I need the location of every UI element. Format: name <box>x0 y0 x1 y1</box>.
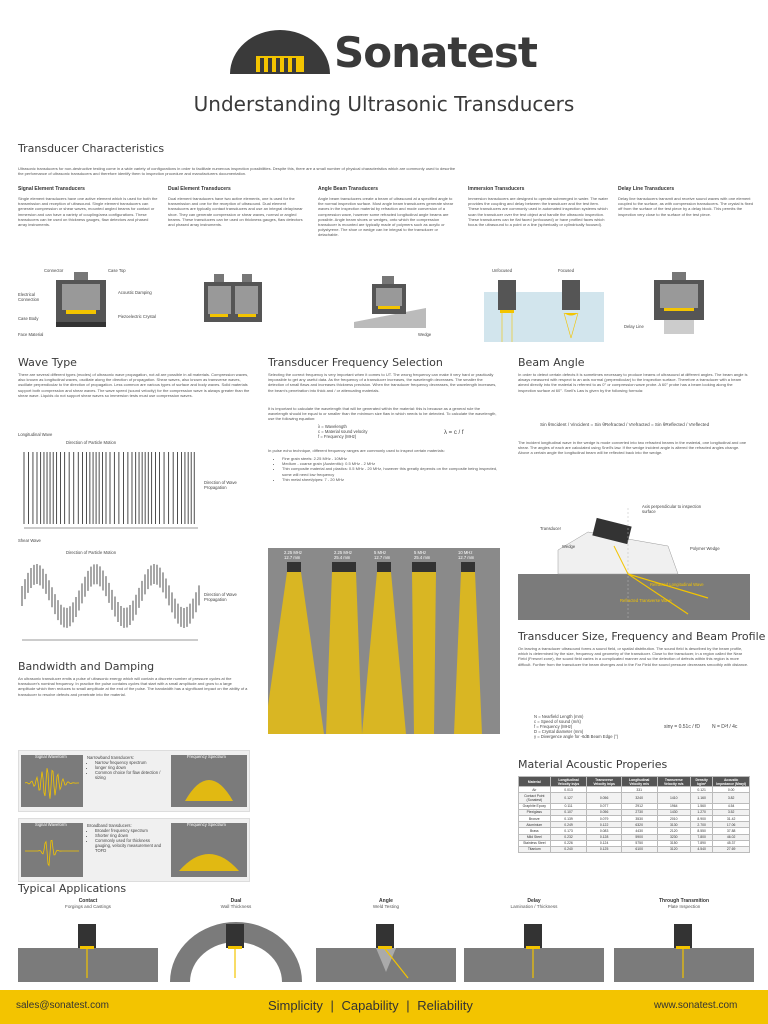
table-cell: 0.249 <box>550 822 587 828</box>
table-cell: 2010 <box>657 815 690 821</box>
frequency-text-2: It is important to calculate the wavelength that will be generated within the material: this is because as a general rule the wavelength should be equal to or smaller than the minimum size flaw in which needs to be detected. To calculate the wavelength, use the following equation: <box>268 406 497 422</box>
shear-label: Shear Wave <box>18 538 41 543</box>
list-item: • longer ring down <box>95 765 167 770</box>
refracted-shear-label: Refracted Transverse Wave <box>620 598 672 603</box>
definition: N = Nearfield Length (mm) <box>534 714 584 719</box>
table-cell: 0.013 <box>550 787 587 793</box>
table-cell: 4.54 <box>713 803 750 809</box>
label-unfocused: Unfocused <box>492 268 513 273</box>
narrowband-title: Narrowband transducers: <box>87 755 135 760</box>
wave-propagation-label: Direction of Wave Propagation <box>204 480 237 490</box>
application-card <box>18 898 158 984</box>
list-item: • Commonly used for thickness gauging, velocity measurement and TOFD <box>95 838 167 853</box>
probe-diameter: 12.7 mm <box>284 555 301 560</box>
table-cell: Graphite Epoxy <box>519 803 551 809</box>
table-header: Density kg/m³ <box>690 777 712 787</box>
table-cell: 1.560 <box>690 803 712 809</box>
table-cell: 1.270 <box>690 809 712 815</box>
narrowband-panel <box>18 750 250 812</box>
beam-cone <box>362 572 406 734</box>
table-cell: Brass <box>519 828 551 834</box>
table-cell: 7.890 <box>690 840 712 846</box>
frequency-heading: Transducer Frequency Selection <box>268 356 443 369</box>
table-cell: 3230 <box>657 834 690 840</box>
table-cell: 5750 <box>621 840 657 846</box>
label-focused: Focused <box>558 268 575 273</box>
list-item: • Thin metal sheet/pipes: 7 - 20 MHz <box>282 477 500 482</box>
application-card <box>614 898 754 984</box>
application-diagram <box>316 912 456 982</box>
table-cell: 0.056 <box>587 809 621 815</box>
definition: f = Frequency (MHz) <box>318 434 357 439</box>
wedge-label: Wedge <box>562 544 576 549</box>
table-cell: Plexiglass <box>519 809 551 815</box>
table-cell: 3.82 <box>713 793 750 803</box>
table-cell: 3130 <box>657 822 690 828</box>
label-delay-line: Delay Line <box>624 324 644 329</box>
applications-heading: Typical Applications <box>18 882 127 895</box>
application-title: Through Transmition <box>659 898 709 904</box>
narrow-spectrum-chart <box>171 755 247 807</box>
table-cell: 0.122 <box>587 822 621 828</box>
table-cell: 0.125 <box>587 846 621 852</box>
probe-diameter: 25.4 mm <box>334 555 351 560</box>
beam-angle-text: In order to detect certain defects it is sometimes necessary to produce beams of ultrasound at different angles. The beam angle is always measured with respect to an axis normal (perpendicular) to the inspection surface. Therefore a transducer with a beam aimed directly into the material is referred to as 0° or compression wave probe. A 60° probe has a beam looking along the inspection surface at 60°. Snell's Law is given by the following formula: <box>518 372 748 393</box>
table-cell: Stainless Steel <box>519 840 551 846</box>
application-title: Contact <box>78 898 98 904</box>
char-col-title: Signal Element Transducers <box>18 186 85 192</box>
table-header: Acoustic Impedance (Mrayl) <box>713 777 750 787</box>
beam-angle-text-2: The incident longitudinal wave in the wedge is mode converted into two refracted beams in the material, one longitudinal and one shear. The angles of each are calculated using Snell's law. If the wedge incident angle is altered the refracted angles change. Above a certain angle the longitudinal beam will be reflected back into the wedge. <box>518 440 747 456</box>
application-title: Delay <box>527 898 541 904</box>
beam-angle-heading: Beam Angle <box>518 356 585 369</box>
probe-body <box>412 562 436 572</box>
transducer-label: Transducer <box>540 526 562 531</box>
refracted-long-label: Refracted Longitudinal Wave <box>650 582 704 587</box>
table-cell: 46.02 <box>713 834 750 840</box>
table-cell: Aluminium <box>519 822 551 828</box>
table-cell: 6320 <box>621 822 657 828</box>
tagline-simplicity: Simplicity <box>268 998 323 1013</box>
table-cell: 31.42 <box>713 815 750 821</box>
broad-list <box>87 823 167 853</box>
probe-body <box>332 562 356 572</box>
brand-wordmark: Sonatest <box>334 28 537 77</box>
characteristics-heading: Transducer Characteristics <box>18 142 165 155</box>
table-header: Longitudinal Velocity in/µs <box>550 777 587 787</box>
tagline-sep-2: | <box>406 998 410 1013</box>
beam-cone <box>268 572 324 734</box>
table-cell: 8.550 <box>690 828 712 834</box>
table-cell: 0.128 <box>587 834 621 840</box>
broadband-title: Broadband transducers: <box>87 823 132 828</box>
table-cell: 6100 <box>621 846 657 852</box>
char-col-title: Delay Line Transducers <box>618 186 675 192</box>
bandwidth-text: An ultrasonic transducer emits a pulse of ultrasonic energy which will contain a discrete number of pressure cycles at the transducer's nominal frequency. In practice the pulse contains cycles that start with a small amplitude and grow to a large amplitude which then reduces to small amplitude at the end of the pulse. The bandwidth has a significant impact on the ability of a transducer to resolve defects and penetrate into the material. <box>18 676 248 697</box>
label-acoustic: Acoustic Damping <box>118 290 152 295</box>
table-cell: 7.800 <box>690 834 712 840</box>
table-cell: 3240 <box>621 793 657 803</box>
signal-trace <box>25 768 79 799</box>
table-cell: 0.083 <box>587 828 621 834</box>
table-cell: 45.37 <box>713 840 750 846</box>
frequency-ranges <box>276 456 500 482</box>
table-cell: 0.124 <box>587 840 621 846</box>
bandwidth-heading: Bandwidth and Damping <box>18 660 155 673</box>
narrowband-list <box>87 760 167 780</box>
transducer-diagrams <box>14 262 759 344</box>
table-cell: 0.056 <box>587 793 621 803</box>
footer <box>0 990 768 1024</box>
list-item: • Shorter ring down <box>95 833 167 838</box>
divergence-formula: sinγ = 0.51c / fD <box>664 724 700 730</box>
application-diagram <box>614 912 754 982</box>
table-cell: 0.226 <box>550 840 587 846</box>
probe-frequency: 2.25 MHz <box>334 550 352 555</box>
longitudinal-label: Longitudinal Wave <box>18 432 53 437</box>
acoustic-table-wrap <box>518 776 750 853</box>
application-diagram <box>18 912 158 982</box>
size-profile-heading: Transducer Size, Frequency and Beam Profile <box>518 630 766 643</box>
table-cell: 2120 <box>657 828 690 834</box>
table-header: Transverse Velocity in/µs <box>587 777 621 787</box>
application-subtitle: Plate Inspection <box>667 904 701 909</box>
table-cell: 3120 <box>657 846 690 852</box>
table-cell: 0.111 <box>550 803 587 809</box>
label-case-body: Case Body <box>18 316 39 321</box>
table-cell: 0.121 <box>690 787 712 793</box>
table-row <box>519 846 750 852</box>
application-subtitle: Forgings and Castings <box>65 904 111 909</box>
size-profile-text: On leaving a transducer ultrasound forms a sound field, or spatial distribution. The sound field is described by the beam profile, which is determined by the size, frequency and geometry of the transducer. Close to the transducer, in a region called the Near Field (Fresnel zone), the sound field varies in a complicated manner and so the detection of defects within this region is more difficult. Further from the transducer the beam diverges and in the Far Field the sound pressure decreases smoothly with distance. <box>518 646 749 667</box>
definition: γ = Divergence angle for -6dB Beam Edge (°) <box>534 734 619 739</box>
table-cell: 17.06 <box>713 822 750 828</box>
table-cell: 2.700 <box>690 822 712 828</box>
char-col-text: Delay line transducers transmit and receive sound waves with one element coupled to the surface, as with compression transducers. The crystal is fixed off from the surface of the test piece by a delay block. This permits the inspection very close to the surface of the test piece. <box>618 196 754 217</box>
table-cell: 1430 <box>657 809 690 815</box>
list-item: • Narrow frequency spectrum <box>95 760 167 765</box>
tagline-sep-1: | <box>330 998 334 1013</box>
application-subtitle: Weld Testing <box>372 904 400 909</box>
beam-cone <box>326 572 362 734</box>
wavelength-formula: λ = c / f <box>444 430 464 436</box>
footer-email[interactable]: sales@sonatest.com <box>16 1000 109 1011</box>
narrow-signal-chart <box>21 755 83 807</box>
table-cell: Contact Point (Sonatest) <box>519 793 551 803</box>
char-col-text: Single element transducers have one active element which is used for both the transmission and reception of ultrasound. Single element transducers can generate compression or shear waves, mounted angled beams for contact or immersion and can have a variety of coupling/area configurations. These transducers can be used on thickness gauges, flaw detectors and phased array instruments. <box>18 196 158 228</box>
application-card <box>316 898 456 984</box>
probe-body <box>287 562 301 572</box>
frequency-definitions <box>318 424 418 439</box>
label-face: Face Material <box>18 332 44 337</box>
probe-frequency: 10 MHz <box>458 550 473 555</box>
table-cell: 3.52 <box>713 809 750 815</box>
wave-type-text: There are several different types (modes) of ultrasonic wave propagation, not all are possible in all materials. Compression waves, also known as longitudinal waves, oscillate along the direction of propagation. Shear waves, also known as transverse waves, oscillate perpendicular to the direction of propagation. Less common are various types of surface and body waves. Solid materials support both compression and shear waves. The wave speed (sound velocity) for the compression wave is always greater than the shear wave. Liquids do not support shear waves so immersion tests must use compression waves. <box>18 372 250 398</box>
list-item: • Thin composite material and plastics: 0.5 MHz - 20 MHz, however this greatly depends on the composite being inspected, some will need low frequency <box>282 466 500 476</box>
tagline-reliability: Reliability <box>417 998 473 1013</box>
definition: c = Speed of sound (m/s) <box>534 719 581 724</box>
nearfield-formula: N = D²f / 4c <box>712 724 738 730</box>
table-cell: 4.540 <box>690 846 712 852</box>
signal-trace <box>25 840 79 865</box>
label-electrical: Electrical Connection <box>18 292 40 302</box>
table-cell: 37.88 <box>713 828 750 834</box>
table-row <box>519 793 750 803</box>
frequency-spectrum-label: Frequency Spectrum <box>187 754 226 759</box>
probe-frequency: 5 MHz <box>374 550 387 555</box>
polymer-wedge-label: Polymer Wedge <box>690 546 720 551</box>
table-cell: Bronze <box>519 815 551 821</box>
table-cell: 8.900 <box>690 815 712 821</box>
char-col-text: Immersion transducers are designed to operate submerged in water. The water provides the coupling and delay between the transducer and the test item. These transducers are commonly used in automated inspection systems which scan the transducer over the test object and handle the ultrasonic inspection. These transducers can be flat faced (unfocused) or have profiled faces which focus the ultrasound to a point or a line (spherically or cylindrically focused). <box>468 196 608 228</box>
characteristics-intro: Ultrasonic transducers for non-destructive testing come in a wide variety of configurations in order to facilitate numerous inspection possibilities. Despite this, there are a small number of physical characteristics which are commonly used to describe the performance of ultrasonic transducers and therefore identify them to inspection procedure and manufacturers documentation. <box>18 166 456 177</box>
broadband-panel <box>18 818 250 882</box>
table-cell: 0.077 <box>587 803 621 809</box>
definition: c = Material sound velocity <box>318 429 368 434</box>
definition: f = Frequency (MHz) <box>534 724 573 729</box>
beam-angle-diagram <box>518 502 750 620</box>
table-cell: 0.240 <box>550 846 587 852</box>
table-cell: 1.160 <box>690 793 712 803</box>
table-cell: Titanium <box>519 846 551 852</box>
table-cell: 0.079 <box>587 815 621 821</box>
footer-tagline <box>268 998 473 1013</box>
application-card <box>166 898 306 984</box>
table-cell: 0.173 <box>550 828 587 834</box>
probe-frequency: 5 MHz <box>414 550 427 555</box>
table-cell: 0.107 <box>550 809 587 815</box>
table-cell: 0.00 <box>713 787 750 793</box>
char-col-text: Angle beam transducers create a beam of ultrasound at a specified angle to the normal inspection surface. Most angle beam transducers generate shear waves in the inspection material by refraction and mode conversion of a compression wave, however some refracted longitudinal angle beams are possible. Angle beam shoes or wedges, onto which the compression transducer is mounted are typically made of polymers such as acrylic or polystyrene. The shoe or wedge can be integral to the transducer or detachable. <box>318 196 454 238</box>
list-item: • Fine grain steels: 2.25 MHz - 10MHz <box>282 456 500 461</box>
acoustic-table <box>518 776 750 853</box>
shear-wave-diagram <box>18 546 250 646</box>
table-header: Longitudinal Velocity m/s <box>621 777 657 787</box>
broad-spectrum-chart <box>171 823 247 877</box>
probe-body <box>377 562 391 572</box>
particle-motion-label: Direction of Particle Motion <box>66 440 117 445</box>
table-cell: 2730 <box>621 809 657 815</box>
application-title: Dual <box>230 898 242 904</box>
table-cell: 1964 <box>657 803 690 809</box>
table-cell: 0.127 <box>550 793 587 803</box>
axis-label: Axis perpendicular to inspection surface <box>642 504 702 514</box>
label-connector: Connector <box>44 268 64 273</box>
char-col-title: Immersion Transducers <box>468 186 525 192</box>
probe-body <box>461 562 475 572</box>
table-cell: 5900 <box>621 834 657 840</box>
frequency-list-intro: In pulse echo technique, different frequency ranges are commonly used to inspect certain materials: <box>268 448 445 453</box>
narrow-list <box>87 755 167 780</box>
footer-website[interactable]: www.sonatest.com <box>654 1000 738 1011</box>
broadband-list <box>87 828 167 853</box>
table-cell: 2912 <box>621 803 657 809</box>
frequency-text: Selecting the correct frequency is very important when it comes to UT. The wrong frequency can make it very hard or practically impossible to get any useful data. As the frequency of a transducer increases, the wavelength decreases. The smaller the detection of small flaws and increases thickness precision. When the transducer frequency decreases, the wavelength increases, the beam's penetration into thick and / or attenuating materials. <box>268 372 497 393</box>
char-col-title: Angle Beam Transducers <box>318 186 379 192</box>
table-cell: Mild Steel <box>519 834 551 840</box>
signal-waveform-label-2: Signal Waveform <box>35 822 67 827</box>
frequency-spectrum-label-2: Frequency Spectrum <box>187 822 226 827</box>
table-cell: 1410 <box>657 793 690 803</box>
broad-signal-chart <box>21 823 83 877</box>
char-col-text: Dual element transducers have two active elements, one is used for the transmission and one for the reception of ultrasound. Dual element transducers are typically contact transducers and use an integral delay/wear shoe. They can generate compression or shear waves, normal or angled beams. These transducers can be used on thickness gauges, flaw detectors and phased array instruments. <box>168 196 303 228</box>
table-cell: 0.232 <box>550 834 587 840</box>
table-cell: 331 <box>621 787 657 793</box>
list-item: • Common choice for flaw detection / sizing <box>95 770 167 780</box>
label-piezo: Piezoelectric Crystal <box>118 314 156 319</box>
beam-cone <box>454 572 482 734</box>
table-cell: 0.139 <box>550 815 587 821</box>
table-header: Transverse Velocity m/s <box>657 777 690 787</box>
table-cell: Air <box>519 787 551 793</box>
definition: λ = Wavelength <box>318 424 347 429</box>
probe-diameter: 12.7 mm <box>458 555 475 560</box>
table-cell: 3150 <box>657 840 690 846</box>
application-title: Angle <box>379 898 393 904</box>
wave-type-heading: Wave Type <box>18 356 77 369</box>
acoustic-heading: Material Acoustic Properies <box>518 758 668 771</box>
application-card <box>464 898 604 984</box>
page-title: Understanding Ultrasonic Transducers <box>193 92 575 116</box>
table-cell: 4430 <box>621 828 657 834</box>
beam-profile-figure <box>268 548 500 734</box>
list-item: • Broader frequency spectrum <box>95 828 167 833</box>
size-profile-definitions <box>534 714 644 739</box>
table-cell: 3530 <box>621 815 657 821</box>
tagline-capability: Capability <box>341 998 399 1013</box>
char-col-title: Dual Element Transducers <box>168 186 231 192</box>
application-subtitle: Wall Thickness <box>220 904 252 909</box>
logo <box>226 22 542 80</box>
probe-frequency: 2.25 MHz <box>284 550 302 555</box>
application-diagram <box>464 912 604 982</box>
label-case-top: Case Top <box>108 268 126 273</box>
probe-diameter: 25.4 mm <box>414 555 431 560</box>
table-header: Material <box>519 777 551 787</box>
table-cell: 27.69 <box>713 846 750 852</box>
snell-formula: Sin θIncident / Vincident = Sin θRefracted / Vrefracted = Sin θReflected / Vreflected <box>540 422 710 427</box>
application-diagram <box>166 912 306 982</box>
application-subtitle: Lamination / Thickness <box>510 904 558 909</box>
definition: D = Crystal diameter (mm) <box>534 729 584 734</box>
particle-motion-label-2: Direction of Particle Motion <box>66 550 117 555</box>
beam-cone <box>412 572 436 734</box>
signal-waveform-label: Signal Waveform <box>35 754 67 759</box>
list-item: • Medium - coarse grain (Austenitic): 0.5 MHz - 2 MHz <box>282 461 500 466</box>
label-wedge: Wedge <box>418 332 432 337</box>
wave-propagation-label-2: Direction of Wave Propagation <box>204 592 237 602</box>
probe-diameter: 12.7 mm <box>374 555 391 560</box>
longitudinal-wave-diagram <box>18 440 250 532</box>
